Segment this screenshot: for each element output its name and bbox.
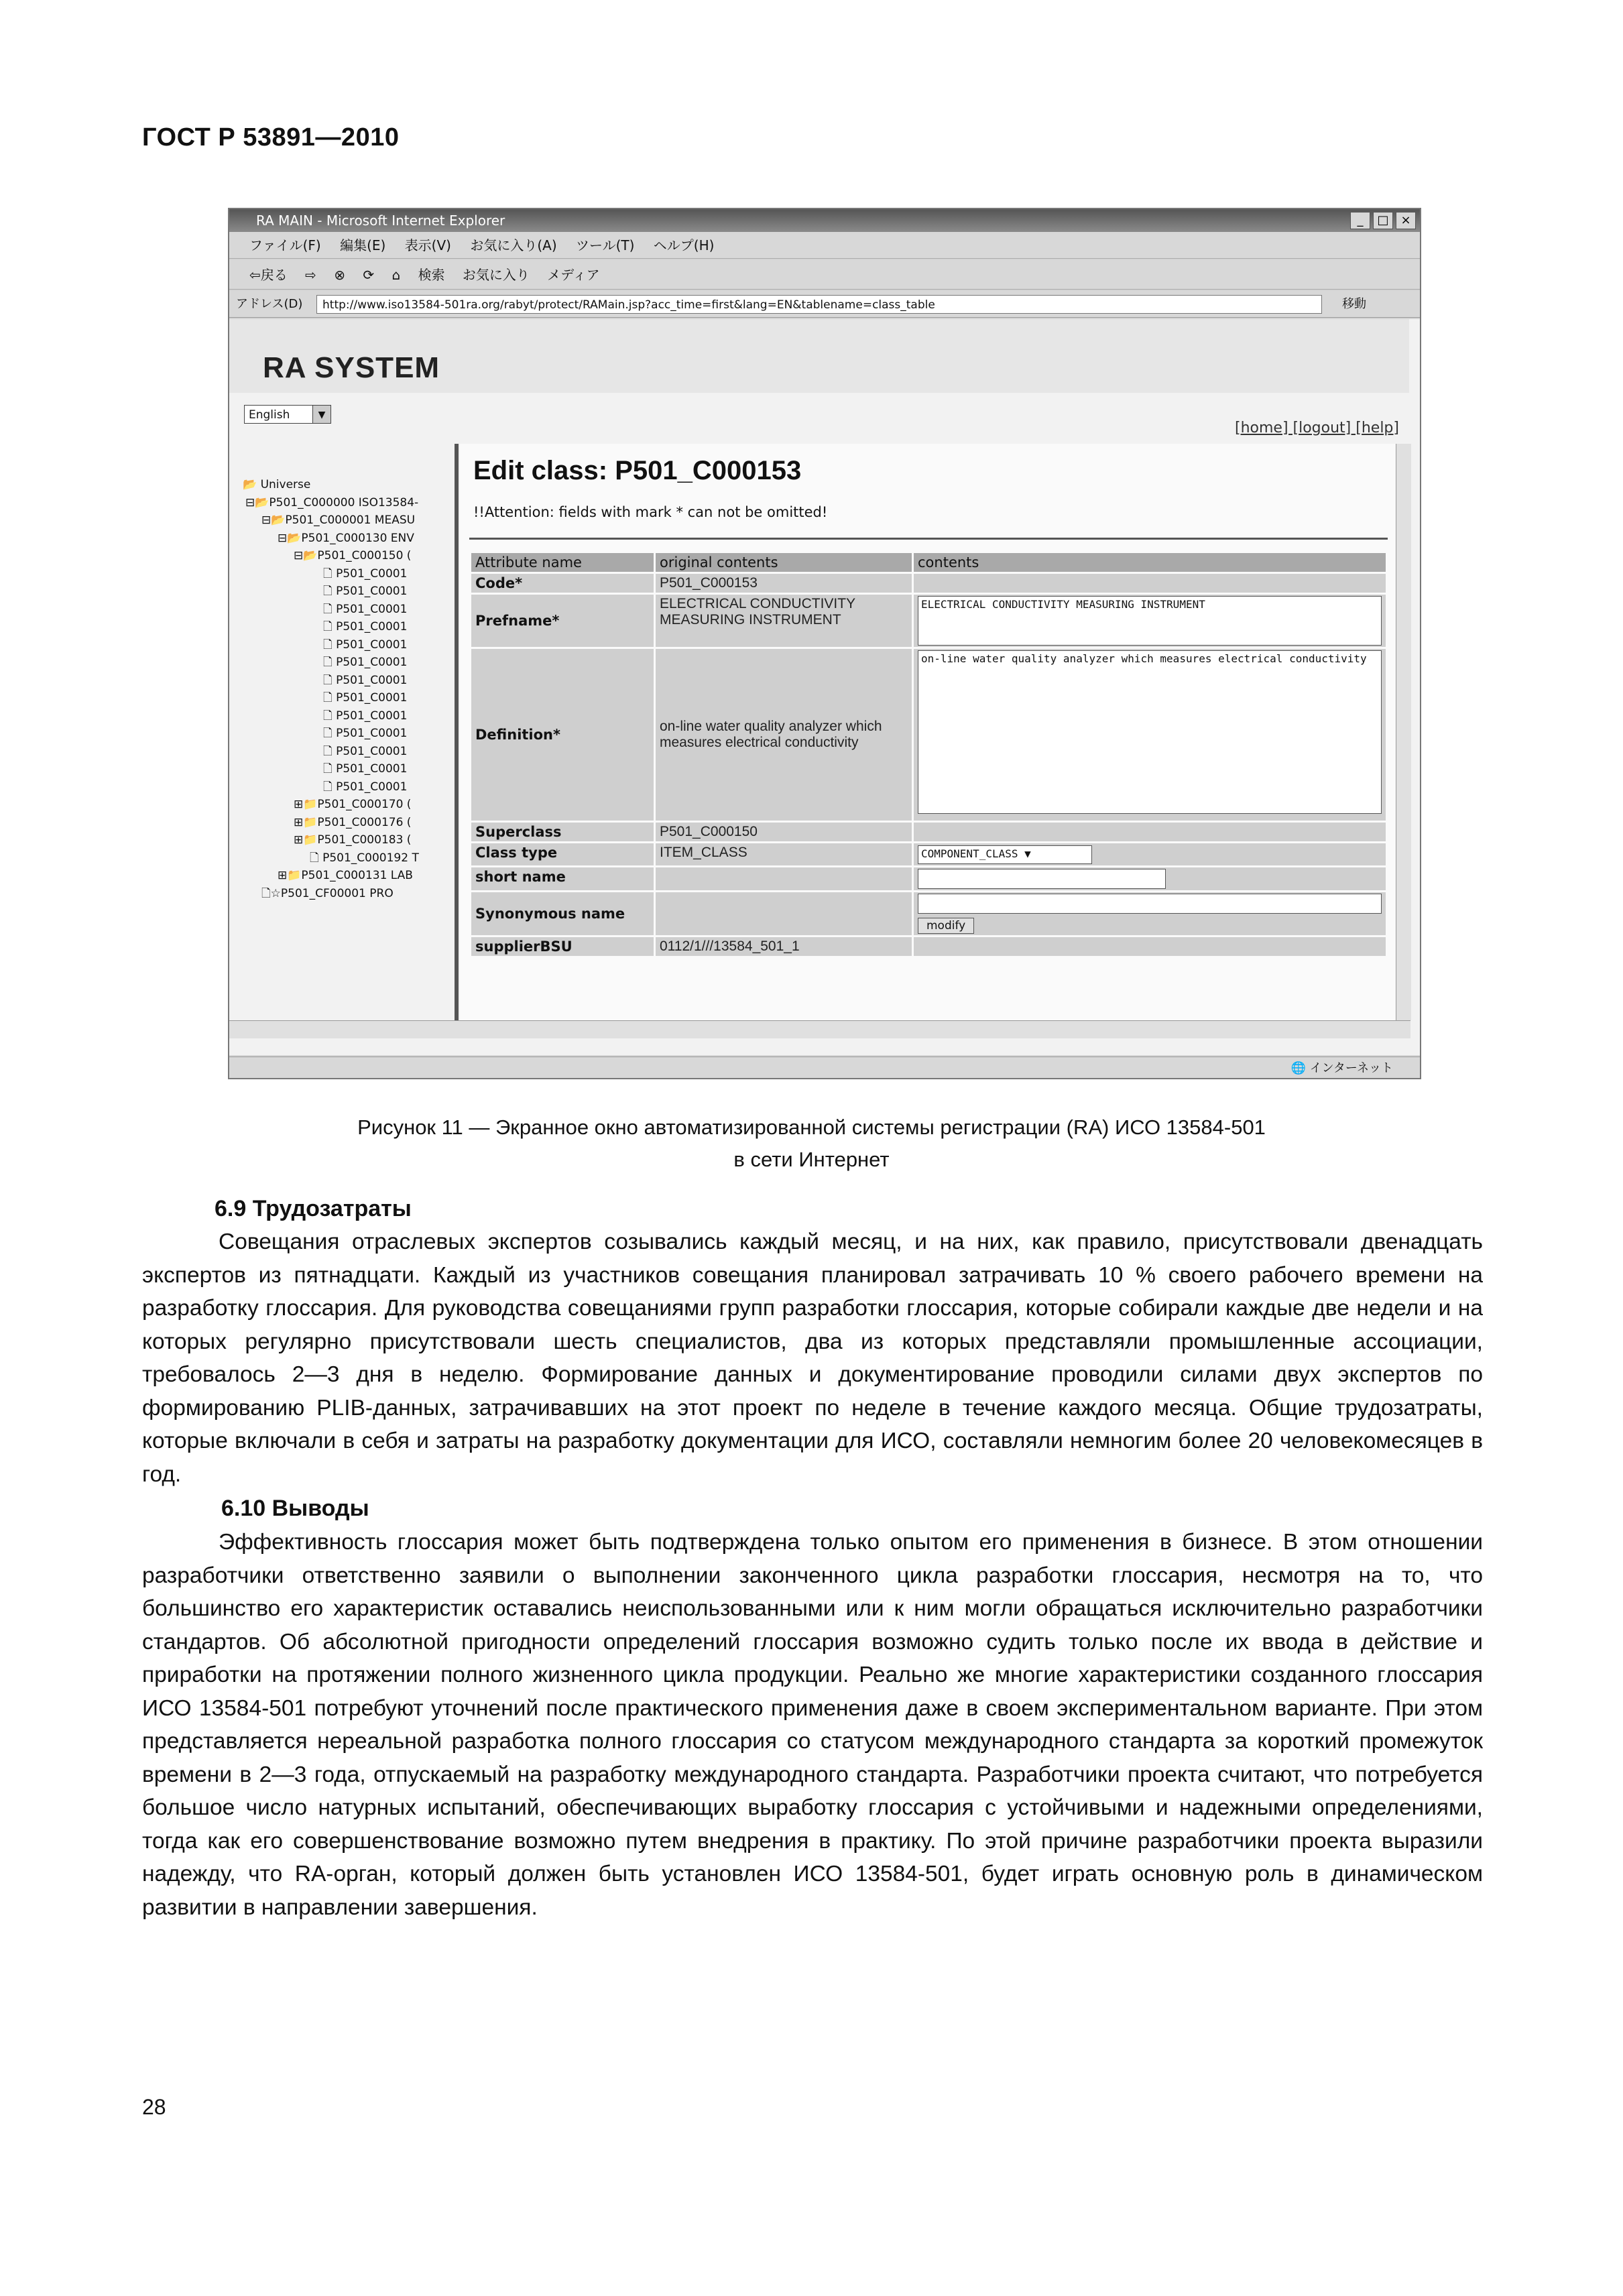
horizontal-scrollbar[interactable] xyxy=(229,1020,1410,1038)
menu-tools[interactable]: ツール(T) xyxy=(576,237,635,253)
attr-name: Class type xyxy=(471,843,654,865)
doc-header: ГОСТ Р 53891—2010 xyxy=(142,123,400,152)
pane-splitter[interactable] xyxy=(455,444,459,1020)
orig-value: P501_C000150 xyxy=(656,823,912,841)
chevron-down-icon: ▼ xyxy=(1024,847,1031,860)
attr-name: Superclass xyxy=(471,823,654,841)
address-input[interactable]: http://www.iso13584-501ra.org/rabyt/protect/RAMain.jsp?acc_time=first&lang=EN&tablename=class_table xyxy=(316,295,1322,314)
orig-value: ITEM_CLASS xyxy=(656,843,912,865)
edit-pane xyxy=(460,444,1396,1020)
refresh-button[interactable]: ⟳ xyxy=(363,267,375,283)
attr-name: Code* xyxy=(471,574,654,593)
orig-value xyxy=(656,867,912,890)
browser-screenshot xyxy=(228,208,1421,1079)
tree-item[interactable]: 🗋 P501_C0001 xyxy=(323,602,408,616)
window-title: RA MAIN - Microsoft Internet Explorer xyxy=(256,213,505,229)
tree-item[interactable]: ⊟📂P501_C000000 ISO13584- xyxy=(245,495,419,509)
body-text xyxy=(142,1192,1483,1924)
orig-value: P501_C000153 xyxy=(656,574,912,593)
menu-favorites[interactable]: お気に入り(A) xyxy=(470,237,557,253)
address-label: アドレス(D) xyxy=(236,297,303,311)
chevron-down-icon: ▼ xyxy=(312,406,330,423)
maximize-icon[interactable]: □ xyxy=(1373,212,1393,229)
paragraph-6-10: Эффективность глоссария может быть подтверждена только опытом его применения в бизнесе. В этом отношении разработчики ответственно заявили о выполнении законченного цикла разработки глоссария, несмотря на то, что большинство его характеристик оставались неиспользованными или к ним могли обращаться исключительно разработчики стандартов. Об абсолютной пригодности определений глоссария возможно судить только после их ввода в действие и приработки на протяжении полного жизненного цикла продукции. Реально же многие характеристики созданного глоссария ИСО 13584-501 потребуют уточнений после практического применения даже в своем экспериментальном варианте. При этом представляется нереальной разработка полного глоссария со статусом международного стандарта за короткий промежуток времени в 2—3 года, отпускаемый на разработку международного стандарта. Разработчики проекта считают, что потребуется большое число натурных испытаний, обеспечивающих выработку глоссария с устойчивыми и надежными определениями, тогда как его совершенствование возможно путем внедрения в практику. По этой причине разработчики проекта выразили надежду, что RA-орган, который должен быть установлен ИСО 13584-501, будет играть основную роль в динамическом развитии в направлении завершения. xyxy=(142,1530,1483,1920)
table-row xyxy=(471,843,1386,865)
menu-view[interactable]: 表示(V) xyxy=(404,237,451,253)
empty-cell xyxy=(914,937,1386,956)
media-button[interactable]: メディア xyxy=(547,267,600,283)
language-select[interactable] xyxy=(244,405,331,424)
paragraph-6-9: Совещания отраслевых экспертов созывались каждый месяц, и на них, как правило, присутствовали двенадцать экспертов из пятнадцати. Каждый из участников совещания планировал затрачивать 10 % своего рабочего времени на разработку глоссария. Для руководства совещаниями групп разработки глоссария, которые собирали каждые две недели и на которых регулярно присутствовали шесть специалистов, два из которых представляли промышленные ассоциации, требовалось 2—3 дня в неделю. Формирование данных и документирование проводили силами двух экспертов по формированию PLIB-данных, затрачивавших на этот проект по неделе в течение каждого месяца. Общие трудозатраты, которые включали в себя и затраты на разработку документации для ИСО, составляли немногим более 20 человекомесяцев в год. xyxy=(142,1229,1483,1487)
address-bar xyxy=(229,291,1420,318)
column-header: original contents xyxy=(656,553,912,572)
status-zone: 🌐 インターネット xyxy=(1290,1061,1393,1075)
ra-header xyxy=(229,319,1409,393)
short-name-input[interactable] xyxy=(918,869,1166,889)
orig-value: 0112/1///13584_501_1 xyxy=(656,937,912,956)
minimize-icon[interactable]: _ xyxy=(1350,212,1370,229)
table-row xyxy=(471,595,1386,647)
tree-item[interactable]: ⊟📂P501_C000001 MEASU xyxy=(261,513,416,527)
search-button[interactable]: 検索 xyxy=(418,267,445,283)
figure-caption-line1: Рисунок 11 — Экранное окно автоматизированной системы регистрации (RA) ИСО 13584-501 xyxy=(357,1115,1266,1139)
home-button[interactable]: ⌂ xyxy=(392,267,401,283)
tree-item[interactable]: ⊞📁P501_C000176 ( xyxy=(294,815,412,829)
tree-item[interactable]: 🗋 P501_C0001 xyxy=(323,566,408,581)
tree-item[interactable]: ⊞📁P501_C000183 ( xyxy=(294,833,412,847)
window-titlebar xyxy=(229,209,1420,232)
tree-item[interactable]: 🗋 P501_C0001 xyxy=(323,620,408,633)
class-type-select[interactable]: COMPONENT_CLASS ▼ xyxy=(918,845,1092,864)
attr-name: Prefname* xyxy=(471,595,654,647)
back-button[interactable]: ⇦戻る xyxy=(249,267,288,283)
column-header: contents xyxy=(914,553,1386,572)
definition-textarea[interactable]: on-line water quality analyzer which measures electrical conductivity xyxy=(918,650,1382,814)
attr-name: Synonymous name xyxy=(471,892,654,935)
table-row xyxy=(471,937,1386,956)
attention-text: !!Attention: fields with mark * can not be omitted! xyxy=(473,504,828,520)
window-controls xyxy=(1350,212,1416,229)
column-header: Attribute name xyxy=(471,553,654,572)
header-links[interactable]: [home] [logout] [help] xyxy=(1235,420,1399,436)
prefname-input[interactable]: ELECTRICAL CONDUCTIVITY MEASURING INSTRUMENT xyxy=(918,596,1382,646)
favorites-button[interactable]: お気に入り xyxy=(462,267,530,283)
tree-item[interactable]: ⊞📁P501_C000170 ( xyxy=(294,798,412,811)
section-heading-6-10: 6.10 Выводы xyxy=(221,1496,369,1521)
attr-name: Definition* xyxy=(471,649,654,821)
tree-item[interactable]: 🗋 P501_C0001 xyxy=(323,673,408,687)
edit-table xyxy=(469,551,1388,958)
stop-button[interactable]: ⊗ xyxy=(334,267,346,283)
tree-item[interactable]: 🗋 P501_C0001 xyxy=(323,638,408,652)
orig-value xyxy=(656,892,912,935)
tree-item[interactable]: 🗋 P501_C0001 xyxy=(323,780,408,794)
tree-item[interactable]: ⊟📂P501_C000150 ( xyxy=(294,549,412,562)
menu-file[interactable]: ファイル(F) xyxy=(249,237,321,253)
attr-name: supplierBSU xyxy=(471,937,654,956)
empty-cell xyxy=(914,823,1386,841)
menu-edit[interactable]: 編集(E) xyxy=(340,237,386,253)
class-tree xyxy=(243,476,444,902)
tree-item[interactable]: 🗋 P501_C0001 xyxy=(323,762,408,776)
go-button[interactable]: 移動 xyxy=(1342,297,1366,311)
table-row xyxy=(471,649,1386,821)
tree-item[interactable]: 🗋 P501_C0001 xyxy=(323,656,408,669)
table-row xyxy=(471,574,1386,593)
tree-item[interactable]: 🗋 P501_C0001 xyxy=(323,709,408,723)
figure-caption-line2: в сети Интернет xyxy=(733,1148,890,1171)
page-viewport xyxy=(229,319,1421,1055)
menu-bar xyxy=(229,232,1420,259)
tree-item[interactable]: 🗋 P501_C0001 xyxy=(323,727,408,740)
tree-item[interactable]: 🗋 P501_C0001 xyxy=(323,585,408,598)
page-number: 28 xyxy=(142,2095,166,2119)
table-row xyxy=(471,892,1386,935)
divider xyxy=(469,538,1388,540)
orig-value: on-line water quality analyzer which measures electrical conductivity xyxy=(656,649,912,821)
tree-item[interactable]: 🗋☆P501_CF00001 PRO xyxy=(261,886,394,900)
table-row xyxy=(471,823,1386,841)
orig-value: ELECTRICAL CONDUCTIVITY MEASURING INSTRUMENT xyxy=(656,595,912,647)
close-icon[interactable]: × xyxy=(1396,212,1416,229)
tree-item[interactable]: 🗋 P501_C000192 T xyxy=(310,851,419,865)
language-value: English xyxy=(249,408,290,422)
table-row xyxy=(471,867,1386,890)
browser-toolbar xyxy=(229,260,1420,290)
vertical-scrollbar[interactable] xyxy=(1396,444,1411,1020)
attr-name: short name xyxy=(471,867,654,890)
tree-item[interactable]: 🗋 P501_C0001 xyxy=(323,691,408,705)
tree-item[interactable]: 📂 Universe xyxy=(243,478,311,491)
modify-button[interactable]: modify xyxy=(918,918,974,934)
tree-item[interactable]: 🗋 P501_C0001 xyxy=(323,744,408,758)
status-bar xyxy=(229,1056,1420,1079)
synonymous-name-input[interactable] xyxy=(918,894,1382,914)
tree-item[interactable]: ⊞📁P501_C000131 LAB xyxy=(278,869,413,882)
tree-item[interactable]: ⊟📂P501_C000130 ENV xyxy=(278,531,414,545)
empty-cell xyxy=(914,574,1386,593)
menu-help[interactable]: ヘルプ(H) xyxy=(653,237,715,253)
edit-title: Edit class: P501_C000153 xyxy=(473,456,802,485)
forward-button[interactable]: ⇨ xyxy=(305,267,316,283)
section-heading-6-9: 6.9 Трудозатраты xyxy=(215,1196,412,1221)
ra-title: RA SYSTEM xyxy=(263,351,440,384)
